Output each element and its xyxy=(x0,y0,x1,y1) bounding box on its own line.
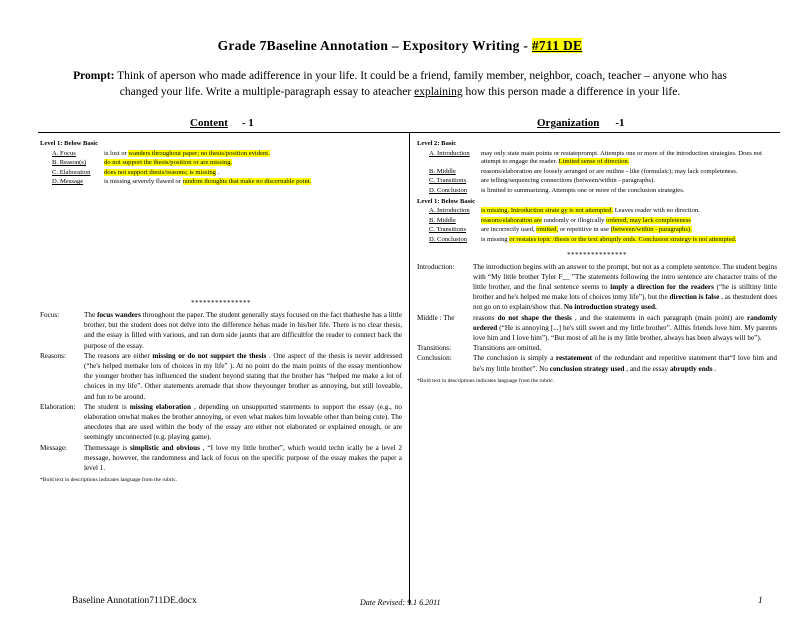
org-level1-criteria xyxy=(417,207,777,244)
annotation-paragraph xyxy=(40,351,402,402)
criterion-key xyxy=(417,150,481,167)
criterion-description xyxy=(104,150,402,159)
rubric-language: abruptly ends xyxy=(669,364,713,373)
annotation-paragraph xyxy=(417,313,777,344)
criterion-highlight: is missing. Introduction strate gy is not attempted. xyxy=(481,207,614,215)
org-note: *Bold text in descriptions indicates language from the rubric. xyxy=(417,377,555,384)
criterion-highlight: wanders throughout paper; no thesis/position evident. xyxy=(128,149,270,157)
org-level1-criterion xyxy=(417,207,777,216)
rubric-language: No introduction strategy used. xyxy=(563,303,657,312)
content-criterion xyxy=(40,178,402,187)
criterion-highlight: reasons/elaboration are xyxy=(481,216,542,224)
criterion-text: randomly or illogically xyxy=(541,216,607,224)
org-level2-criterion xyxy=(417,168,777,177)
prompt xyxy=(70,68,730,100)
criterion-description xyxy=(481,226,777,235)
criterion-key-text: C. Elaboration xyxy=(52,168,91,176)
content-column xyxy=(40,140,402,483)
annotation-run: throughout the paper. The student generally stays focused on the fact thatheshe has a little brother, but the student does not delve into the difference hehas made in his/her life. There is no clear thesis, and the essay is filled with various, and ran dom side jaunts that are difficultfor the reader to connect back the purpose of the essay. xyxy=(84,310,402,350)
criterion-text: or repetitive in use xyxy=(558,226,611,234)
annotation-run: The student is xyxy=(84,402,130,411)
annotation-paragraph xyxy=(40,443,402,474)
annotation-run: . xyxy=(712,364,717,373)
annotation-run: . One aspect of the thesis is never addressed (“he's helped memake lots of choices in my life” ). At no point do the main points of the essay mentionhow the younger brother has influenced the student beyond stating that the brother has “helped me make a lot of choices in my life”. Other statements aremade that show theyounger brother as annoying, but still loveable, and fun to be around. xyxy=(84,351,402,401)
criterion-highlight: do not support the thesis/position or are missing. xyxy=(104,159,233,167)
criterion-description xyxy=(481,217,777,226)
criterion-description xyxy=(104,159,402,168)
column-divider xyxy=(409,133,410,605)
page-title xyxy=(0,38,800,54)
annotation-label: Middle : The xyxy=(417,313,455,322)
criterion-key-text: A. Introduction xyxy=(429,207,470,215)
annotation-text xyxy=(84,351,402,402)
criterion-key-text: A. Focus xyxy=(52,149,76,157)
criterion-text: may only state main points or restateprompt. Attempts one or more of the introduction strategies. Does not attempt to engage the reader. xyxy=(481,149,762,166)
criterion-key xyxy=(40,178,104,187)
criterion-key-text: B. Middle xyxy=(429,216,456,224)
criterion-description xyxy=(481,187,777,196)
criterion-key-text: A. Introduction xyxy=(429,149,470,157)
annotation-paragraph xyxy=(417,343,777,353)
annotation-run: Themessage is xyxy=(84,443,130,452)
content-criterion xyxy=(40,169,402,178)
criterion-description xyxy=(481,168,777,177)
org-level2-title: Level 2: Basic xyxy=(417,140,457,147)
criterion-description xyxy=(481,236,777,245)
annotation-run: The reasons are either xyxy=(84,351,153,360)
annotation-run: (“He is annoying [...] he's still sweet and my little brother”. Allhis friends love him. My parents love him and I love him”). “But most of all he is my little brother, always has been always will be”). xyxy=(473,323,777,342)
criterion-key xyxy=(417,168,481,177)
annotation-label: Focus: xyxy=(40,310,60,319)
organization-column xyxy=(417,140,777,384)
rubric-language: do not shape the thesis xyxy=(497,313,572,322)
criterion-text: is missing xyxy=(481,235,510,243)
criterion-key-text: D. Message xyxy=(52,178,84,186)
org-level1-criterion xyxy=(417,217,777,226)
content-criterion xyxy=(40,150,402,159)
criterion-highlight: or restates topic /thesis or the text abruptly ends. Conclusion strategy is not attempted. xyxy=(509,235,737,243)
org-stars: *************** xyxy=(567,250,627,259)
footer-filename: Baseline Annotation711DE.docx xyxy=(72,596,197,606)
criterion-text: is lost or xyxy=(104,149,129,157)
criterion-highlight: ordered; may lack completeness xyxy=(606,216,691,224)
criterion-highlight: (between/within - paragraphs). xyxy=(610,226,692,234)
rubric-language: randomly ordered xyxy=(473,313,777,332)
annotation-run: The conclusion is simply a xyxy=(473,354,556,363)
rubric-language: direction is false xyxy=(669,293,720,302)
annotation-run: The introduction begins with an answer to the prompt, but not as a complete sentence. The student begins with “My little brother Tyler F__ ”The statements following the intro sentence are character traits of the little brother, and the final sentence seems to xyxy=(473,262,777,291)
annotation-text xyxy=(84,310,402,351)
org-level1-criterion xyxy=(417,236,777,245)
annotation-text xyxy=(473,313,777,344)
criterion-text: is missing severely flawed or xyxy=(104,178,183,186)
criterion-key-text: D. Conclusion xyxy=(429,235,468,243)
annotation-text xyxy=(84,443,402,474)
org-level2-criterion xyxy=(417,187,777,196)
annotation-run: (“he is stilltiny little brother and he's helped me make lots of choices inmy life”), but the xyxy=(473,282,777,302)
footer-page-number: 1 xyxy=(758,596,763,606)
content-level-title: Level 1: Below Basic xyxy=(40,140,99,147)
criterion-key xyxy=(40,159,104,168)
criterion-key xyxy=(40,150,104,159)
criterion-key xyxy=(417,226,481,235)
criterion-description xyxy=(481,177,777,186)
criterion-key xyxy=(417,177,481,186)
annotation-paragraph xyxy=(40,402,402,443)
criterion-text: Leaves reader with no direction. xyxy=(613,207,700,215)
rubric-language: imply a direction for the readers xyxy=(610,282,714,291)
criterion-key xyxy=(40,169,104,178)
annotation-label: Introduction: xyxy=(417,262,455,271)
content-note: *Bold text in descriptions indicates language from the rubric. xyxy=(40,477,178,484)
criterion-description xyxy=(481,150,777,167)
rubric-language: simplistic and obvious xyxy=(129,443,200,452)
annotation-label: Elaboration: xyxy=(40,402,76,411)
content-annotations xyxy=(40,310,402,473)
criterion-key-text: C. Transitions xyxy=(429,226,467,234)
criterion-description xyxy=(481,207,777,216)
criterion-key xyxy=(417,187,481,196)
prompt-underlined: explaining xyxy=(414,86,463,98)
org-level1-title: Level 1: Below Basic xyxy=(417,197,476,205)
annotation-text xyxy=(473,343,777,353)
annotation-run: , and the essay xyxy=(624,364,670,373)
prompt-text: Think of aperson who made adifference in your life. It could be a friend, family member, neighbor, coach, teacher – anyone who has changed your life. Write a multiple-paragraph essay to ateacher xyxy=(117,70,727,98)
criterion-key xyxy=(417,236,481,245)
rubric-language: missing or do not support the thesis xyxy=(152,351,267,360)
title-code: #711 DE xyxy=(531,38,583,53)
annotation-run: of the redundant and repetitive statement that“I love him and he's my little brother”. No xyxy=(473,354,777,373)
criterion-text: are incorrectly used, xyxy=(481,226,537,234)
org-level2-criteria xyxy=(417,150,777,196)
annotation-run: , depending on unsupported statements to support the essay (e.g., no elaboration onwhat makes the brother annoying, or even what makes him loveable other than being cute). The anecdotes that are used within the body of the essay are either not elaborated or explained enough, or are seemingly unconnected (e.g. playing game). xyxy=(84,402,402,442)
criterion-key xyxy=(417,217,481,226)
criterion-highlight: Limited sense of direction. xyxy=(558,158,630,166)
annotation-run: , “I love my little brother”, which would techn ically be a level 2 message, however, the randomness and lack of focus on the specific purpose of the essay makes the paper a level 1. xyxy=(84,443,402,473)
criterion-key-text: D. Conclusion xyxy=(429,186,468,194)
annotation-run: Transitions are omitted. xyxy=(473,344,542,353)
rubric-language: focus wanders xyxy=(97,310,141,319)
criterion-description xyxy=(104,169,402,178)
annotation-label: Reasons: xyxy=(40,351,66,360)
annotation-text xyxy=(84,402,402,443)
prompt-tail: how this person made a difference in your life. xyxy=(462,86,681,98)
criterion-key-text: C. Transitions xyxy=(429,177,467,185)
criterion-highlight: does not support thesis/reasons; is missing xyxy=(104,168,216,176)
annotation-label: Conclusion: xyxy=(417,354,452,363)
content-stars: *************** xyxy=(191,298,251,307)
criterion-description xyxy=(104,178,402,187)
organization-heading: Organization -1 xyxy=(537,117,625,129)
prompt-label: Prompt: xyxy=(73,70,115,82)
annotation-text xyxy=(473,353,777,373)
annotation-paragraph xyxy=(417,353,777,373)
annotation-label: Transitions: xyxy=(417,344,452,353)
rubric-language: restatement xyxy=(555,354,593,363)
content-criteria xyxy=(40,150,402,187)
annotation-label: Message: xyxy=(40,443,68,452)
content-heading: Content - 1 xyxy=(190,117,254,129)
annotation-paragraph xyxy=(417,262,777,313)
criterion-text: . xyxy=(215,168,220,176)
annotation-run: The xyxy=(84,310,98,319)
rubric-language: conclusion strategy used xyxy=(549,364,625,373)
org-annotations xyxy=(417,262,777,374)
org-level2-criterion xyxy=(417,177,777,186)
org-level1-criterion xyxy=(417,226,777,235)
criterion-key xyxy=(417,207,481,216)
annotation-run: , as thestudent does not go on to explain/show that. xyxy=(473,293,777,312)
criterion-text: reasons/elaboration are loosely arranged or are outline - like (formulaic); may lack completeness. xyxy=(481,167,738,175)
annotation-text xyxy=(473,262,777,313)
footer-date: Date Revised: 9.1 6.2011 xyxy=(360,598,441,607)
annotation-paragraph xyxy=(40,310,402,351)
annotation-run: , and the statements in each paragraph (main point) are xyxy=(571,313,748,322)
criterion-text: is limited to summarizing. Attempts one or more of the conclusion strategies. xyxy=(481,186,685,194)
criterion-text: are telling/sequencing connections (between/within - paragraphs). xyxy=(481,177,655,185)
criterion-key-text: B. Middle xyxy=(429,167,456,175)
org-level2-criterion xyxy=(417,150,777,167)
rubric-language: missing elaboration xyxy=(129,402,192,411)
annotation-run: reasons xyxy=(473,313,498,322)
content-criterion xyxy=(40,159,402,168)
criterion-highlight: random thoughts that make no discernable point. xyxy=(182,178,312,186)
criterion-highlight: omitted, xyxy=(536,226,559,234)
criterion-key-text: B. Reason(s) xyxy=(52,159,87,167)
title-prefix: Grade 7Baseline Annotation – Expository Writing - xyxy=(217,38,532,53)
